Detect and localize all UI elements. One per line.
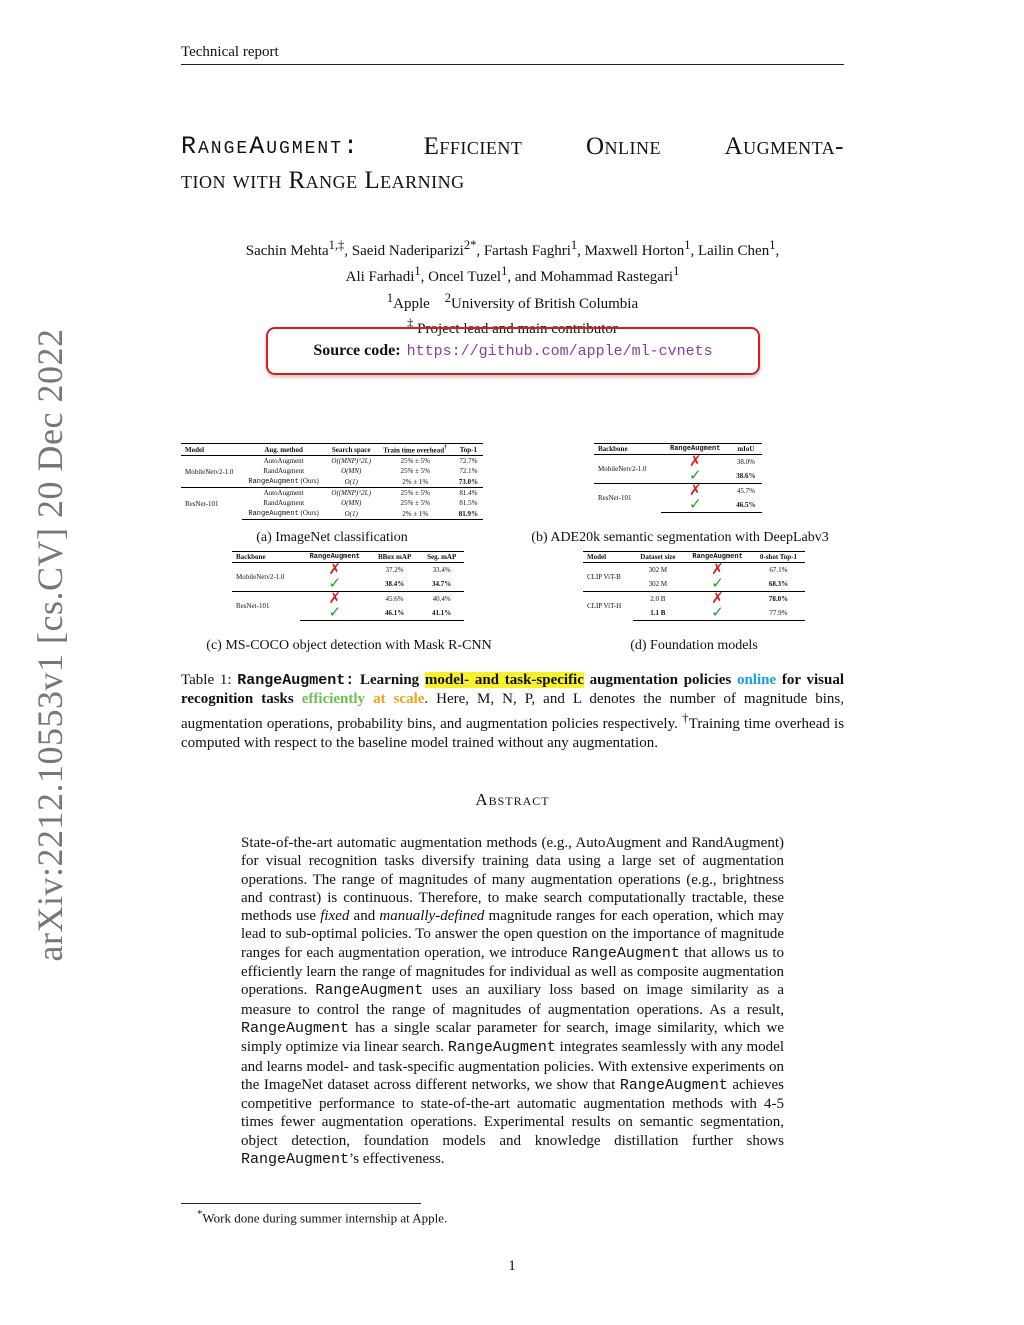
author-sup: 1 [684,238,691,252]
lead-sup: ‡ [407,316,414,330]
author-name: , Lailin Chen [690,243,770,259]
mark-cell [683,606,752,621]
top1-cell: 78.0% [752,592,805,607]
table-d-header: 0-shot Top-1 [752,552,805,563]
caption-bold-3: for visual recognition tasks [181,672,844,707]
table-a-header: Model [181,444,242,456]
check-icon: ✓ [328,576,342,592]
table-row [594,455,762,470]
cross-icon: ✗ [688,483,702,499]
abstract-text: that allows us to efficiently learn the range of magnitudes for individual as well as composite augmentation operations. [241,944,784,999]
table-c-header: Backbone [232,552,300,563]
mark-cell [661,469,730,484]
author-sup: 1 [769,238,776,252]
author-sup: 2* [463,238,477,252]
top1-cell: 73.0% [458,477,478,486]
overhead-cell: 2% ± 1% [377,508,454,520]
author-sep: , [775,243,780,259]
abstract-text: State-of-the-art automatic augmentation methods (e.g., AutoAugment and RandAugment) for visual recognition tasks diversify training data using a large set of augmentation operations. The range of magnitudes of many augmentation operations (e.g., brightness and contrast) is continuous. Therefore, to make search computationally tractable, these methods use [241,835,784,925]
mark-cell [300,577,370,592]
backbone-cell: ResNet-101 [594,484,661,513]
top1-cell: 72.7% [459,457,478,466]
backbone-cell: MobileNetv2-1.0 [236,573,285,581]
method-cell [242,456,326,467]
abstract-text: manually-defined [379,908,485,925]
method-name: RangeAugment [241,1019,350,1037]
search-cell: O(MN) [341,499,362,508]
caption-efficiently: efficiently [301,691,366,707]
author-name: , Saeid Naderiparizi [344,243,464,259]
table-d-header: Dataset size [633,552,684,563]
table-row [583,592,805,607]
caption-bold-2: augmentation policies [583,672,737,688]
seg-cell: 34.7% [432,580,452,588]
cross-icon: ✗ [711,562,724,578]
table-a-header: Train time overhead† [377,444,454,456]
method-name: RangeAugment [571,944,680,962]
table-b-container [594,443,762,513]
model-cell: MobileNetv2-1.0 [185,467,234,476]
cross-icon: ✗ [328,591,342,607]
miou-cell: 45.7% [730,484,762,499]
abstract-body [241,834,784,1169]
table-caption [181,671,844,753]
affil-apple: Apple [393,296,430,312]
mark-cell [661,484,730,499]
author-list [181,235,844,287]
title-word-1: RangeAugment: [181,132,361,161]
model-cell: ResNet-101 [181,488,242,520]
method-suffix: (Ours) [298,509,319,518]
abstract-text: integrates seamlessly with any model and learns model- and task-specific augmentation policies. With extensive experiments on the ImageNet dataset across different networks, we show that [241,1039,784,1093]
mark-cell [300,592,370,607]
method-name: RangeAugment [248,478,299,487]
abstract-text: has a single scalar parameter for search, image similarity, which we simply optimize via linear search. [241,1019,784,1056]
arxiv-id[interactable]: arXiv:2212.10553v1 [cs.CV] 20 Dec 2022 [30,328,70,962]
table-b-caption: (b) ADE20k semantic segmentation with DeepLabv3 [531,530,829,545]
bbox-cell: 45.6% [370,592,420,607]
header-rule [181,64,844,65]
abstract-text: magnitude ranges for each operation, which may lead to sub-optimal policies. To answer the open question on the importance of magnitude ranges for each augmentation operation, we introduce [241,908,784,961]
table-c-header: Seg. mAP [419,552,464,563]
overhead-cell: 25% ± 5% [400,499,430,508]
mark-cell [300,606,370,621]
running-header: Technical report [181,44,279,60]
check-icon: ✓ [688,497,702,513]
table-c-header: BBox mAP [370,552,420,563]
overhead-cell: 25% ± 5% [400,457,430,466]
table-a-header: Top-1 [454,444,483,456]
top1-cell: 67.1% [769,566,788,574]
top1-cell: 68.3% [768,580,789,588]
check-icon: ✓ [711,605,724,621]
affil-1-sup: 1 [386,291,394,305]
miou-cell: 46.5% [730,498,762,513]
author-sup: 1 [673,264,680,278]
table-d-header: Model [583,552,633,563]
caption-highlight: model- and task-specific [424,672,584,688]
model-cell: CLIP ViT-H [583,592,633,621]
method-cell [242,488,326,499]
table-d-header: RangeAugment [683,552,752,563]
table-b-header: mIoU [730,444,762,455]
abstract-text: ’s effectiveness. [349,1151,445,1168]
mark-cell [683,577,752,592]
table-d [583,551,805,621]
author-name: , Maxwell Horton [577,243,685,259]
table-d-container [583,551,805,621]
check-icon: ✓ [711,576,724,592]
author-sup: 1,‡ [328,238,345,252]
search-cell: O(1) [326,508,377,520]
source-code-box: Source code : https://github.com/apple/ml-cvnets [266,327,760,375]
method-name: RangeAugment [241,1151,350,1169]
table-c-caption: (c) MS-COCO object detection with Mask R-CNN [206,638,492,653]
backbone-cell: ResNet-101 [232,592,300,621]
caption-prefix: Table 1: [181,672,238,688]
source-code-label: Source code [313,342,396,359]
table-row [583,563,805,578]
caption-note: Training time overhead is computed with respect to the baseline model trained without any augmentation. [181,716,845,751]
table-row [232,592,464,607]
footnote [197,1208,447,1226]
abstract-text: and [349,908,380,925]
title-word-2: Efficient [423,133,523,160]
table-d-caption: (d) Foundation models [630,638,758,653]
method-name: RangeAugment [447,1039,556,1057]
check-icon: ✓ [328,605,342,621]
author-line-2 [181,261,844,287]
author-name: , and Mohammad Rastegari [507,269,674,285]
title-line-2: tion with Range Learning [181,167,465,194]
table-a-container [181,443,483,520]
page-number: 1 [508,1258,516,1274]
method-name: AutoAugment [263,457,304,466]
size-cell: 2.0 B [633,592,684,607]
method-name: RangeAugment [619,1076,728,1094]
search-cell: O((MNP)^2L) [331,457,371,466]
table-b-header: RangeAugment [661,444,730,455]
dagger-mark: † [444,445,448,451]
backbone-cell: MobileNetv2-1.0 [598,465,647,473]
search-cell: O(MN) [341,467,362,476]
method-cell [242,508,326,520]
method-cell [242,498,326,508]
caption-at-scale: at scale [365,691,425,707]
table-c-header: RangeAugment [300,552,370,563]
method-suffix: (Ours) [298,477,319,486]
table-b [594,443,762,513]
overhead-cell: 2% ± 1% [402,477,429,486]
caption-bold-1: Learning [354,672,425,688]
paper-title [181,130,844,198]
table-row [232,563,464,578]
author-name: Ali Farhadi [345,269,415,285]
cross-icon: ✗ [711,591,724,607]
author-name: Sachin Mehta [245,243,329,259]
method-name: RangeAugment [315,982,424,1000]
abstract-text: achieves competitive performance to state-of-the-art automatic augmentation methods with 4-5 times fewer augmentation operations. Experimental results on semantic segmentation, object detection, foundation models and knowledge distillation further shows [241,1076,784,1149]
table-a-header: Search space [326,444,377,456]
miou-cell: 38.6% [736,472,756,480]
table-c-container [232,551,464,621]
overhead-cell: 25% ± 5% [377,488,454,499]
arxiv-sidebar [20,328,80,962]
bbox-cell: 46.1% [370,606,420,621]
abstract-text: uses an auxiliary loss based on image similarity as a measure to control the range of magnitudes of augmentation operations. As a result, [241,982,784,1018]
table-b-header: Backbone [594,444,661,455]
caption-dagger: † [682,711,689,725]
method-name: RandAugment [263,467,305,476]
affil-ubc: University of British Columbia [451,296,639,312]
abstract-text: fixed [320,908,350,925]
size-cell: 302 M [648,580,668,588]
author-sup: 1 [570,238,578,252]
seg-cell: 41.1% [419,606,464,621]
search-cell: O(1) [344,477,358,486]
table-c [232,551,464,621]
footnote-text: Work done during summer internship at Apple. [202,1210,448,1226]
top1-cell: 77.9% [752,606,805,621]
top1-cell: 81.4% [454,488,483,499]
table-a-header: Aug. method [242,444,326,456]
table-row [594,484,762,499]
bbox-cell: 37.2% [385,566,404,574]
mark-cell [300,563,370,578]
size-cell: 302 M [648,566,668,574]
author-name: , Fartash Faghri [476,243,571,259]
method-cell [242,476,326,488]
abstract-heading: Abstract [475,790,550,809]
top1-cell: 81.9% [454,508,483,520]
search-cell: O((MNP)^2L) [326,488,377,499]
method-name: RandAugment [263,499,305,508]
mark-cell [661,498,730,513]
mark-cell [683,592,752,607]
title-word-3: Online [585,133,661,160]
author-line-1 [181,235,844,261]
size-cell: 1.1 B [633,606,684,621]
caption-online: online [736,672,777,688]
footnote-rule [181,1203,421,1204]
method-cell [242,466,326,476]
source-code-link[interactable]: https://github.com/apple/ml-cvnets [406,342,713,360]
table-a [181,443,483,520]
table-a-caption: (a) ImageNet classification [256,530,408,545]
top1-cell: 81.5% [459,499,478,508]
table-row [181,488,483,499]
seg-cell: 40.4% [419,592,464,607]
mark-cell [683,563,752,578]
miou-cell: 38.0% [736,458,755,466]
table-row [181,456,483,467]
lead-note: Project lead and main contributor [413,321,618,337]
cross-icon: ✗ [688,454,702,470]
cross-icon: ✗ [328,562,342,578]
caption-code: RangeAugment: [237,672,355,689]
author-name: , Oncel Tuzel [420,269,502,285]
title-word-4: Augmenta- [724,133,844,160]
author-sup: 1 [501,264,508,278]
method-name: AutoAugment [263,489,304,498]
model-cell: CLIP ViT-B [587,573,621,581]
mark-cell [661,455,730,470]
check-icon: ✓ [688,468,702,484]
author-sup: 1 [414,264,421,278]
bbox-cell: 38.4% [384,580,405,588]
top1-cell: 72.1% [459,467,478,476]
overhead-cell: 25% ± 5% [400,467,430,476]
caption-rest: . Here, M, N, P, and L denotes the number of magnitude bins, augmentation operations, probability bins, and augmentation policies respectively. [181,691,844,732]
seg-cell: 33.4% [432,566,451,574]
method-name: RangeAugment [248,510,299,519]
footnote-sup: * [197,1208,203,1220]
affil-2-sup: 2 [444,291,452,305]
